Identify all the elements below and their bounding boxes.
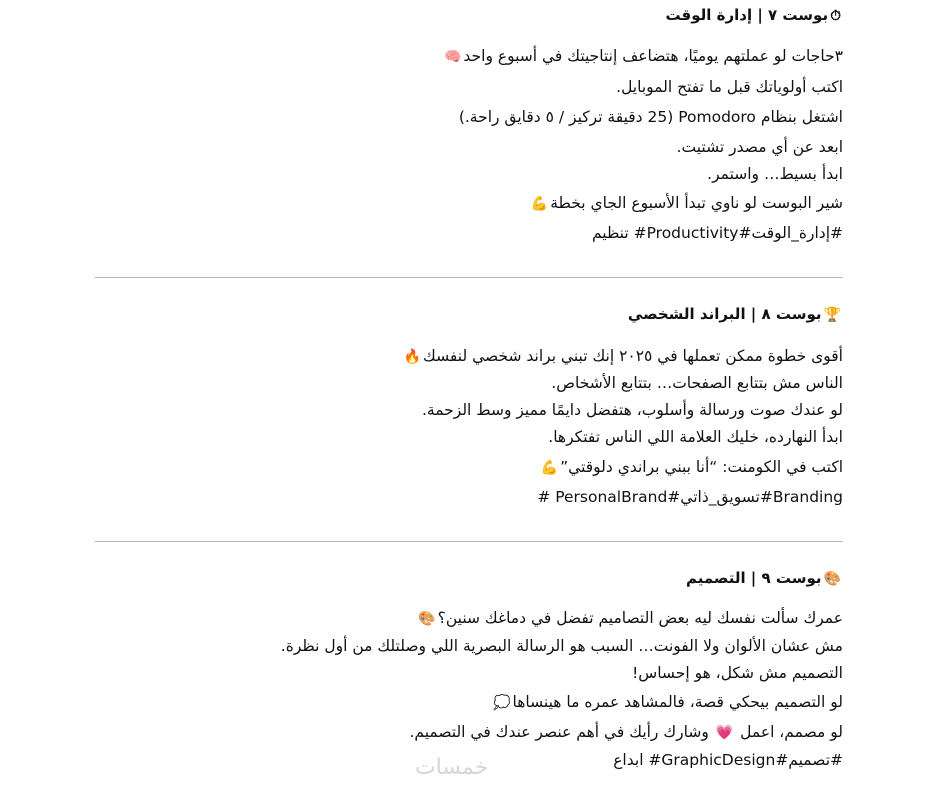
post9-line2-text: مش عشان الألوان ولا الفونت… السبب هو الرسالة البصرية اللي وصلتلك من أول نظرة.: [280, 637, 843, 655]
post9-heading: [686, 567, 843, 590]
palette-icon: 🎨: [823, 570, 841, 587]
post9-hashtags-text: #تصميم#GraphicDesign# ابداع: [613, 751, 843, 769]
section-divider: [95, 277, 843, 278]
post7-line5: [707, 163, 843, 185]
section-divider: [95, 541, 843, 542]
post9-line4: [491, 691, 843, 714]
post8-hashtags: [537, 486, 843, 508]
post9-line2: [281, 635, 843, 657]
post8-line5: [539, 456, 843, 479]
post7-line4-text: ابعد عن أي مصدر تشتيت.: [676, 138, 843, 156]
post7-line1: [442, 45, 843, 68]
post9-line1-text: عمرك سألت نفسك ليه بعض التصاميم تفضل في دماغك سنين؟: [437, 609, 843, 627]
post7-heading: [666, 4, 843, 27]
post8-line1-text: أقوى خطوة ممكن تعملها في ٢٠٢٥ إنك تبني براند شخصي لنفسك: [423, 347, 843, 365]
post7-hashtags: [592, 222, 843, 244]
watermark-logo: خمسات: [415, 755, 489, 780]
flexed-bicep-icon: 💪: [540, 459, 559, 476]
post9-line4-text: لو التصميم بيحكي قصة، فالمشاهد عمره ما هينساها: [512, 693, 843, 711]
post8-hashtags-text: # PersonalBrand#تسويق_ذاتي#Branding: [537, 488, 843, 506]
post7-heading-text: بوست ٧ | إدارة الوقت: [665, 6, 829, 24]
post7-hashtags-text: #إدارة_الوقت#Productivity# تنظيم: [591, 224, 843, 242]
post8-line3: [422, 399, 843, 421]
post7-list-item-1: [616, 76, 843, 98]
post9-line5: [409, 721, 843, 744]
post9-hashtags: [613, 749, 843, 771]
post9-line5-end-text: وشارك رأيك في أهم عنصر عندك في التصميم.: [409, 723, 709, 741]
post8-heading: [628, 303, 843, 326]
post8-line5-text: اكتب في الكومنت: “أنا ببني براندي دلوقتي”: [560, 458, 843, 476]
post8-line4: [548, 426, 843, 448]
post8-line4-text: ابدأ النهارده، خليك العلامة اللي الناس تفتكرها.: [548, 428, 843, 446]
palette-icon: 🎨: [418, 610, 436, 627]
post7-list-item-2: [459, 106, 843, 128]
trophy-icon: 🏆: [823, 306, 841, 323]
post7-line3-text: اشتغل بنظام Pomodoro (25 دقيقة تركيز / ٥ دقايق راحة.): [458, 108, 843, 126]
thought-balloon-icon: 💭: [493, 694, 511, 711]
post9-line1: [416, 607, 843, 630]
stopwatch-icon: ⏱: [830, 7, 841, 24]
post9-heading-text: بوست ٩ | التصميم: [685, 569, 822, 587]
heart-icon: 💗: [715, 724, 734, 741]
post8-line1: [402, 345, 843, 368]
flexed-bicep-icon: 💪: [530, 195, 549, 212]
post9-line5-start-text: لو مصمم، اعمل: [740, 723, 843, 741]
fire-icon: 🔥: [403, 348, 422, 365]
post7-line1-text: ٣حاجات لو عملتهم يوميًا، هتضاعف إنتاجيتك في أسبوع واحد: [463, 47, 843, 65]
post8-line2: [551, 372, 843, 394]
post7-line6: [529, 192, 843, 215]
post8-line2-text: الناس مش بتتابع الصفحات… بتتابع الأشخاص.: [551, 374, 843, 392]
post9-line3-text: التصميم مش شكل، هو إحساس!: [632, 664, 843, 682]
post7-list-item-3: [677, 136, 843, 158]
post9-line3: [632, 662, 843, 684]
post7-line5-text: ابدأ بسيط… واستمر.: [707, 165, 843, 183]
post8-line3-text: لو عندك صوت ورسالة وأسلوب، هتفضل دايمًا مميز وسط الزحمة.: [421, 401, 843, 419]
post7-line2-text: اكتب أولوياتك قبل ما تفتح الموبايل.: [616, 78, 843, 96]
post8-heading-text: بوست ٨ | البراند الشخصي: [627, 305, 822, 323]
document-page: [95, 0, 843, 798]
brain-icon: 🧠: [443, 48, 462, 65]
post7-line6-text: شير البوست لو ناوي تبدأ الأسبوع الجاي بخطة: [550, 194, 843, 212]
